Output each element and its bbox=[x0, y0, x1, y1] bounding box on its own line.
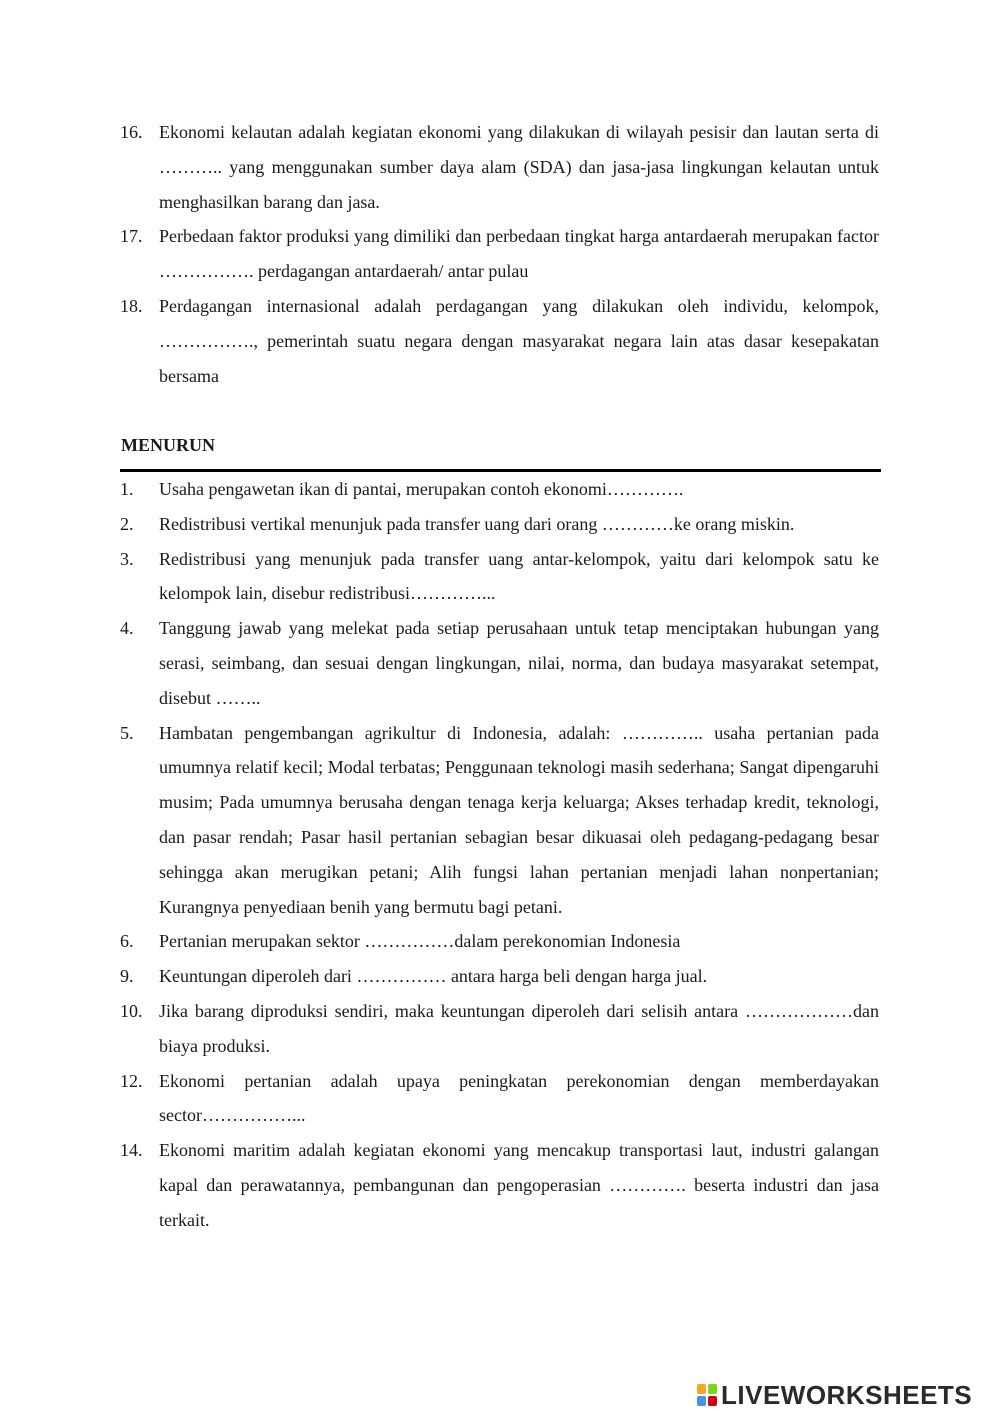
section-heading-menurun: MENURUN bbox=[121, 435, 215, 455]
question-text: Redistribusi vertikal menunjuk pada transfer uang dari orang …………ke orang miskin. bbox=[159, 513, 795, 534]
question-item bbox=[120, 959, 879, 994]
logo-square bbox=[708, 1384, 717, 1394]
question-number: 2. bbox=[120, 513, 134, 534]
question-item bbox=[120, 115, 879, 219]
question-text: Tanggung jawab yang melekat pada setiap perusahaan untuk tetap menciptakan hubungan yang serasi, seimbang, dan sesuai dengan lingkungan, nilai, norma, dan budaya masyarakat setempat, disebut …….. bbox=[159, 618, 879, 708]
question-text: Ekonomi kelautan adalah kegiatan ekonomi yang dilakukan di wilayah pesisir dan lautan serta di ……….. yang menggunakan sumber daya alam (SDA) dan jasa-jasa lingkungan kelautan untuk menghasilkan barang dan jasa. bbox=[159, 122, 879, 212]
question-text: Perbedaan faktor produksi yang dimiliki dan perbedaan tingkat harga antardaerah merupakan factor ……………. perdagangan antardaerah/ antar pulau bbox=[159, 226, 879, 282]
question-item bbox=[120, 289, 879, 393]
question-number: 10. bbox=[120, 1000, 143, 1021]
logo-square bbox=[697, 1396, 706, 1406]
question-item bbox=[120, 1133, 879, 1237]
question-text: Ekonomi pertanian adalah upaya peningkatan perekonomian dengan memberdayakan sector……………... bbox=[159, 1070, 879, 1126]
question-item bbox=[120, 994, 879, 1064]
question-text: Perdagangan internasional adalah perdagangan yang dilakukan oleh individu, kelompok, ……………., pemerintah suatu negara dengan masyarakat negara lain atas dasar kesepakatan bersama bbox=[159, 295, 879, 386]
question-item bbox=[120, 542, 879, 612]
question-number: 1. bbox=[120, 479, 134, 499]
question-text: Jika barang diproduksi sendiri, maka keuntungan diperoleh dari selisih antara ………………dan biaya produksi. bbox=[159, 1000, 879, 1056]
logo-square bbox=[697, 1384, 706, 1394]
question-number: 5. bbox=[120, 722, 134, 743]
question-text: Ekonomi maritim adalah kegiatan ekonomi yang mencakup transportasi laut, industri galangan kapal dan perawatannya, pembangunan dan pengoperasian …………. beserta industri dan jasa terkait. bbox=[159, 1140, 879, 1230]
logo-square bbox=[708, 1396, 717, 1406]
question-number: 9. bbox=[120, 966, 134, 987]
question-number: 17. bbox=[120, 226, 143, 247]
question-item bbox=[120, 611, 879, 715]
question-number: 3. bbox=[120, 548, 134, 569]
liveworksheets-logo-icon bbox=[697, 1384, 717, 1406]
question-text: Keuntungan diperoleh dari …………… antara harga beli dengan harga jual. bbox=[159, 966, 708, 987]
question-number: 12. bbox=[120, 1070, 143, 1091]
question-number: 16. bbox=[120, 122, 143, 142]
question-number: 6. bbox=[120, 931, 134, 952]
question-item bbox=[120, 472, 879, 507]
question-text: Redistribusi yang menunjuk pada transfer uang antar-kelompok, yaitu dari kelompok satu ke kelompok lain, disebur redistribusi…………... bbox=[159, 548, 879, 604]
brand-name: LIVEWORKSHEETS bbox=[721, 1379, 973, 1410]
question-number: 14. bbox=[120, 1140, 143, 1161]
question-number: 18. bbox=[120, 295, 143, 316]
question-text: Usaha pengawetan ikan di pantai, merupakan contoh ekonomi…………. bbox=[159, 479, 684, 499]
question-item bbox=[120, 924, 879, 959]
question-item bbox=[120, 716, 879, 925]
question-item bbox=[120, 1064, 879, 1134]
question-text: Hambatan pengembangan agrikultur di Indonesia, adalah: ………….. usaha pertanian pada umumnya relatif kecil; Modal terbatas; Penggunaan teknologi masih sederhana; Sangat dipengaruhi musim; Pada umumnya berusaha dengan tenaga kerja keluarga; Akses terhadap kredit, teknologi, dan pasar rendah; Pasar hasil pertanian sebagian besar dikuasai oleh pedagang-pedagang besar sehingga akan merugikan petani; Alih fungsi lahan pertanian menjadi lahan nonpertanian; Kurangnya penyediaan benih yang bermutu bagi petani. bbox=[159, 722, 879, 917]
question-item bbox=[120, 507, 879, 542]
question-list-down bbox=[120, 472, 879, 1238]
question-text: Pertanian merupakan sektor ……………dalam perekonomian Indonesia bbox=[159, 931, 681, 952]
question-number: 4. bbox=[120, 618, 134, 639]
liveworksheets-watermark bbox=[697, 1378, 972, 1412]
question-list-top bbox=[120, 115, 879, 393]
question-item bbox=[120, 219, 879, 289]
